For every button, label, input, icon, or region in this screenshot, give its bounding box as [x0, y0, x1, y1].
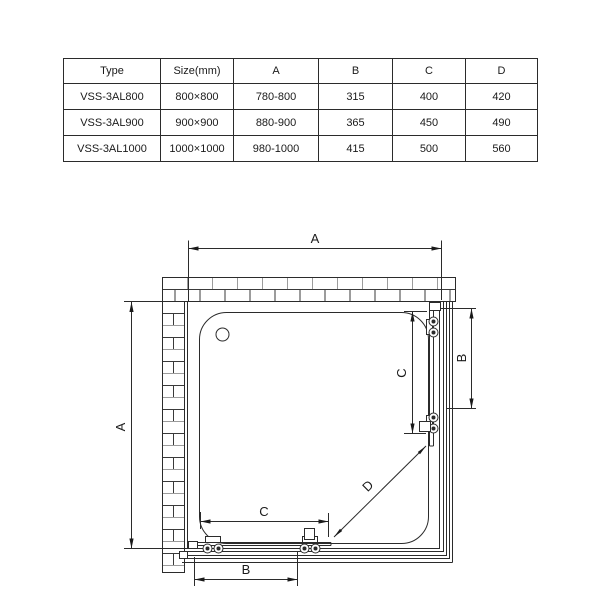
cell-c: 500 [393, 136, 466, 162]
dimension-b-right [440, 309, 476, 409]
cell-type: VSS-3AL1000 [64, 136, 161, 162]
dim-label-d: D [359, 477, 377, 495]
dim-label-c-right: C [394, 368, 409, 378]
roller-assembly [203, 537, 223, 554]
drain-circle [216, 328, 229, 341]
col-header-size: Size(mm) [161, 59, 234, 84]
cell-a: 880-900 [234, 110, 319, 136]
dim-label-a-left: A [113, 422, 128, 432]
door-end-bracket [189, 542, 198, 549]
cell-size: 900×900 [161, 110, 234, 136]
door-handle-right [420, 422, 431, 432]
col-header-d: D [466, 59, 538, 84]
cell-size: 1000×1000 [161, 136, 234, 162]
col-header-c: C [393, 59, 466, 84]
cell-d: 420 [466, 84, 538, 110]
dimension-d-diagonal [334, 446, 426, 537]
cell-b: 415 [319, 136, 393, 162]
shower-tray [200, 313, 429, 544]
sliding-door-bottom [189, 529, 332, 554]
cell-a: 780-800 [234, 84, 319, 110]
col-header-type: Type [64, 59, 161, 84]
wall-bracket [180, 552, 188, 559]
dim-label-b-right: B [454, 353, 469, 363]
cell-size: 800×800 [161, 84, 234, 110]
cell-d: 490 [466, 110, 538, 136]
cell-c: 400 [393, 84, 466, 110]
dim-label-a-top: A [310, 231, 320, 246]
door-stop-bracket [430, 303, 441, 311]
col-header-a: A [234, 59, 319, 84]
dim-label-c-bottom: C [259, 504, 269, 519]
cell-a: 980-1000 [234, 136, 319, 162]
dim-label-b-bottom: B [241, 562, 251, 577]
col-header-b: B [319, 59, 393, 84]
left-wall-brick [163, 302, 185, 573]
sliding-door-right [420, 303, 441, 447]
door-handle-bottom [305, 529, 315, 540]
cell-c: 450 [393, 110, 466, 136]
dimension-b-bottom [195, 551, 298, 586]
roller-assembly [427, 317, 439, 337]
cell-type: VSS-3AL800 [64, 84, 161, 110]
cell-d: 560 [466, 136, 538, 162]
top-wall-brick [163, 278, 456, 302]
dimension-c-right [394, 312, 427, 434]
cell-b: 365 [319, 110, 393, 136]
cell-type: VSS-3AL900 [64, 110, 161, 136]
cell-b: 315 [319, 84, 393, 110]
